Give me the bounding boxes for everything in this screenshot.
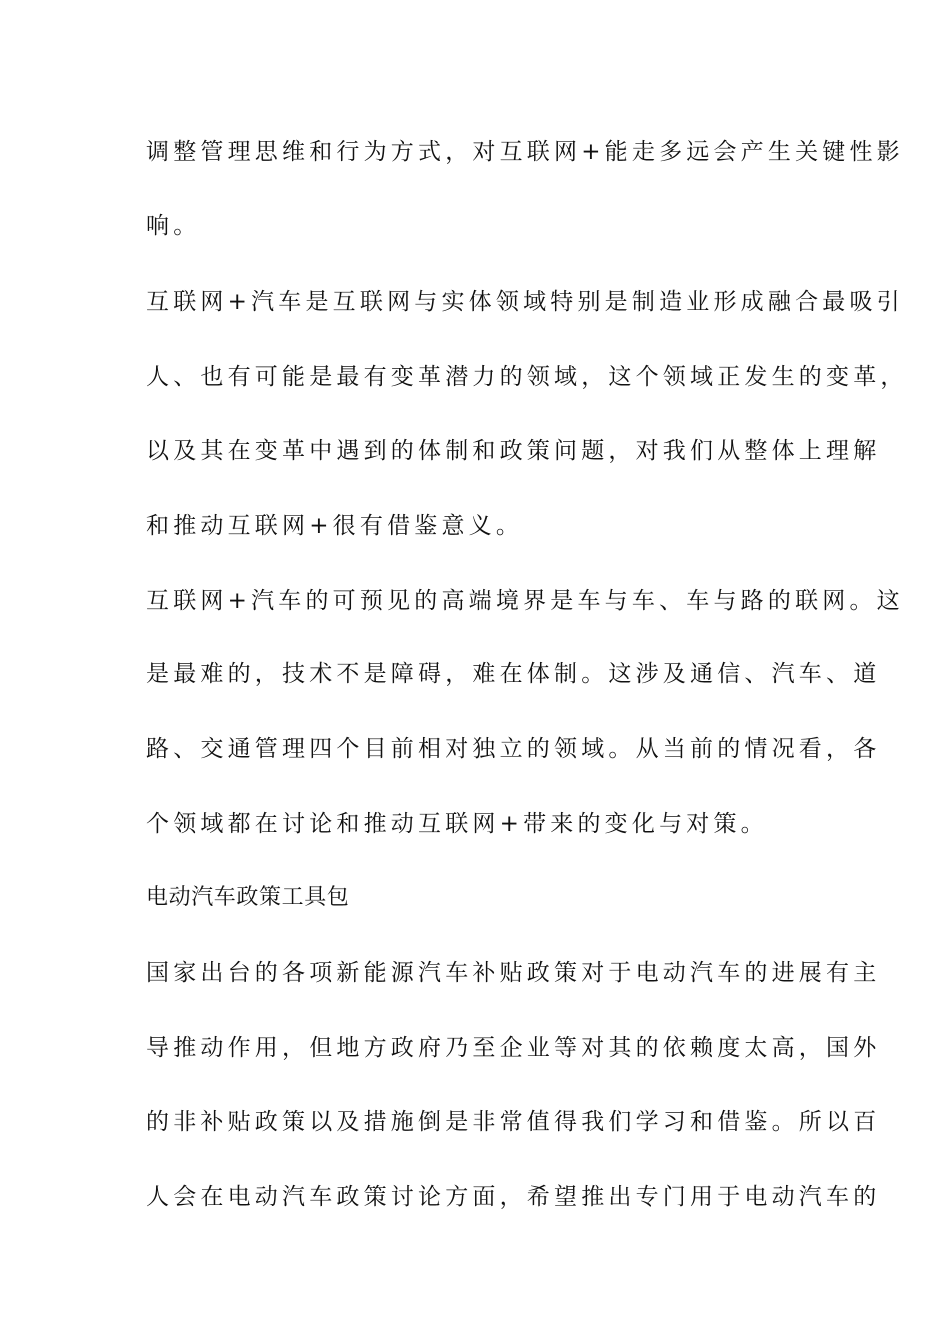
text-line: 人会在电动汽车政策讨论方面，希望推出专门用于电动汽车的 bbox=[146, 1184, 881, 1210]
text-line: 导推动作用，但地方政府乃至企业等对其的依赖度太高，国外 bbox=[146, 1035, 881, 1061]
section-heading: 电动汽车政策工具包 bbox=[146, 885, 350, 910]
text-line: 是最难的，技术不是障碍，难在体制。这涉及通信、汽车、道 bbox=[146, 661, 881, 687]
text-line: 互联网+汽车是互联网与实体领域特别是制造业形成融合最吸引 bbox=[146, 289, 904, 315]
text-line: 响。 bbox=[146, 213, 201, 239]
text-line: 人、也有可能是最有变革潜力的领域，这个领域正发生的变革， bbox=[146, 364, 908, 390]
text-line: 个领域都在讨论和推动互联网+带来的变化与对策。 bbox=[146, 811, 768, 837]
text-line: 路、交通管理四个目前相对独立的领域。从当前的情况看，各 bbox=[146, 736, 881, 762]
text-line: 国家出台的各项新能源汽车补贴政策对于电动汽车的进展有主 bbox=[146, 960, 881, 986]
text-line: 互联网+汽车的可预见的高端境界是车与车、车与路的联网。这 bbox=[146, 588, 904, 614]
text-line: 调整管理思维和行为方式，对互联网+能走多远会产生关键性影 bbox=[146, 139, 904, 165]
text-line: 和推动互联网+很有借鉴意义。 bbox=[146, 513, 524, 539]
text-line: 的非补贴政策以及措施倒是非常值得我们学习和借鉴。所以百 bbox=[146, 1109, 881, 1135]
text-line: 以及其在变革中遇到的体制和政策问题，对我们从整体上理解 bbox=[146, 438, 881, 464]
